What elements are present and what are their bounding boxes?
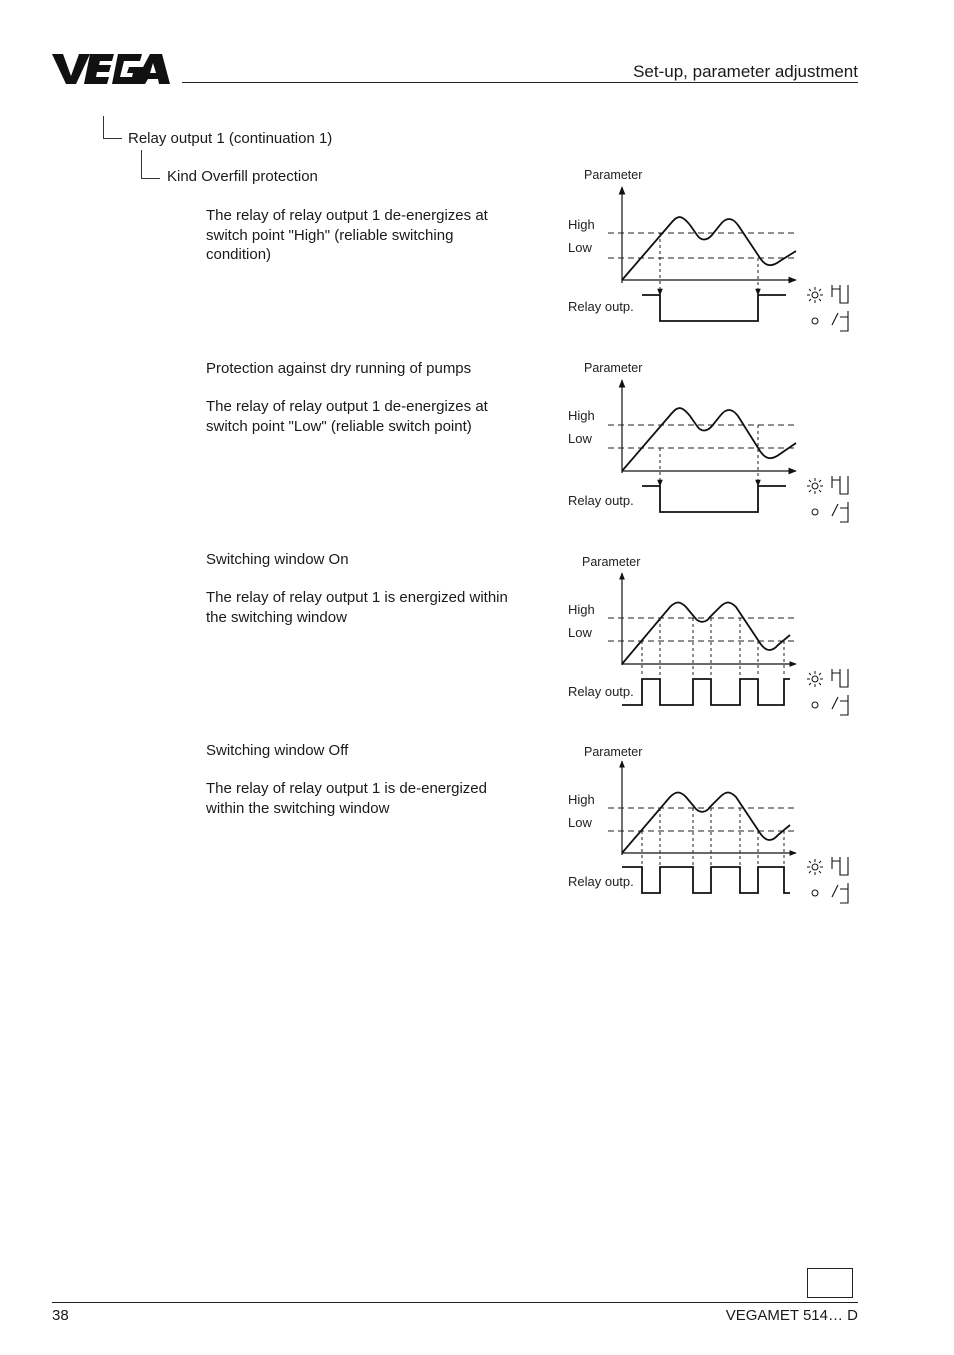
tree-connector-level2 [141,150,160,179]
relay-output-label: Relay outp. [568,874,634,889]
relay-output-label: Relay outp. [568,684,634,699]
relay-energized-icon [807,857,848,875]
relay-deenergized-icon [812,502,848,522]
language-tab-box [807,1268,853,1298]
diagram-overfill [560,165,870,345]
parameter-curve [622,793,790,854]
parameter-curve [622,217,796,280]
section-overfill-description: The relay of relay output 1 de-energizes at switch point "High" (reliable switching condition) [206,207,488,263]
section-window-off-description: The relay of relay output 1 is de-energized within the switching window [206,780,487,817]
parameter-curve [622,408,796,471]
low-label: Low [568,431,592,446]
relay-output-label: Relay outp. [568,299,634,314]
high-label: High [568,792,595,807]
high-label: High [568,602,595,617]
tree-item-kind: Kind Overfill protection [167,168,318,185]
relay-deenergized-icon [812,695,848,715]
page-title: Set-up, parameter adjustment [633,62,858,81]
page-number: 38 [52,1307,69,1324]
relay-energized-icon [807,476,848,494]
diagram-window-on [560,551,870,731]
low-label: Low [568,815,592,830]
high-label: High [568,408,595,423]
low-label: Low [568,625,592,640]
low-label: Low [568,240,592,255]
product-name: VEGAMET 514… D [725,1307,858,1324]
relay-deenergized-icon [812,883,848,903]
footer-rule [52,1302,858,1303]
tree-item-relay-output: Relay output 1 (continuation 1) [128,130,333,147]
relay-signal [642,295,786,321]
parameter-curve [622,603,790,665]
relay-output-label: Relay outp. [568,493,634,508]
relay-energized-icon [807,669,848,687]
relay-signal [642,486,786,512]
relay-signal [622,679,790,705]
tree-connector-level1 [103,116,122,139]
relay-deenergized-icon [812,311,848,331]
parameter-label: Parameter [584,745,643,759]
parameter-label: Parameter [582,555,641,569]
diagram-dry-run [560,358,870,538]
section-window-on-heading: Switching window On [206,551,349,568]
section-dry-run-description: The relay of relay output 1 de-energizes at switch point "Low" (reliable switch point) [206,398,488,435]
header-rule [182,82,858,83]
parameter-label: Parameter [584,361,643,375]
relay-signal [622,867,790,893]
section-window-off-heading: Switching window Off [206,742,349,759]
parameter-label: Parameter [584,168,643,182]
section-dry-run-heading: Protection against dry running of pumps [206,360,472,377]
relay-energized-icon [807,285,848,303]
high-label: High [568,217,595,232]
vega-logo [52,52,172,86]
diagram-window-off [560,741,870,921]
section-window-on-description: The relay of relay output 1 is energized within the switching window [206,589,508,626]
